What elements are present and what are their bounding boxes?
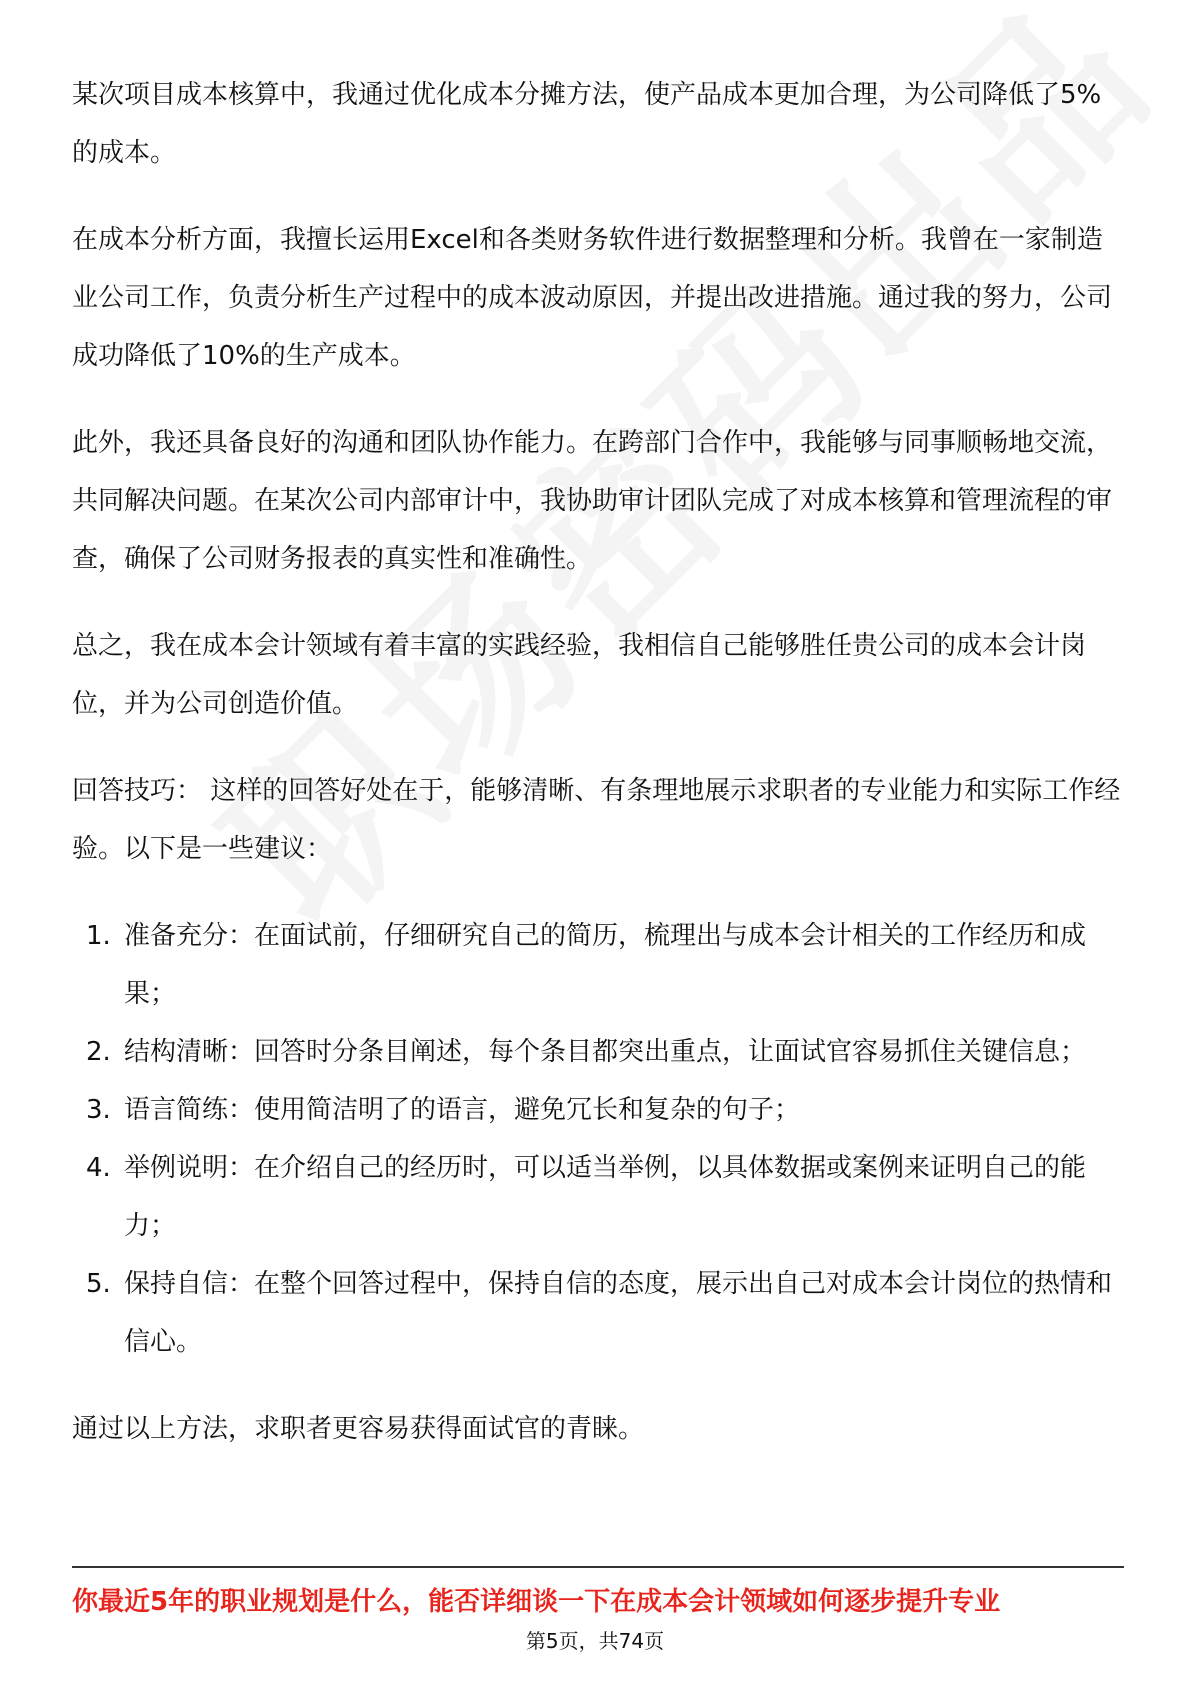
next-question-heading: 你最近5年的职业规划是什么，能否详细谈一下在成本会计领域如何逐步提升专业 — [72, 1587, 1001, 1617]
list-item — [72, 1139, 1124, 1255]
paragraph-closing: 通过以上方法，求职者更容易获得面试官的青睐。 — [72, 1414, 645, 1444]
list-text: 语言简练：使用简洁明了的语言，避免冗长和复杂的句子； — [124, 1095, 801, 1125]
list-item — [72, 1081, 1124, 1139]
list-number: 5. — [86, 1269, 111, 1299]
tips-list — [72, 907, 1124, 1371]
page-number: 第5页，共74页 — [525, 1629, 665, 1653]
list-number: 2. — [86, 1037, 111, 1067]
page-content — [72, 66, 1124, 1487]
list-item — [72, 1023, 1124, 1081]
paragraph-teamwork: 此外，我还具备良好的沟通和团队协作能力。在跨部门合作中，我能够与同事顺畅地交流，共同解决问题。在某次公司内部审计中，我协助审计团队完成了对成本核算和管理流程的审查，确保了公司财务报表的真实性和准确性。 — [72, 428, 1113, 574]
list-text: 准备充分：在面试前，仔细研究自己的简历，梳理出与成本会计相关的工作经历和成果； — [124, 921, 1087, 1009]
paragraph-cost-analysis: 在成本分析方面，我擅长运用Excel和各类财务软件进行数据整理和分析。我曾在一家制造业公司工作，负责分析生产过程中的成本波动原因，并提出改进措施。通过我的努力，公司成功降低了10%的生产成本。 — [72, 225, 1113, 371]
divider — [72, 1566, 1124, 1568]
list-item — [72, 907, 1124, 1023]
paragraph-answer-tips: 回答技巧： 这样的回答好处在于，能够清晰、有条理地展示求职者的专业能力和实际工作经验。以下是一些建议： — [72, 776, 1121, 864]
list-text: 举例说明：在介绍自己的经历时，可以适当举例，以具体数据或案例来证明自己的能力； — [124, 1153, 1087, 1241]
list-number: 4. — [86, 1153, 111, 1183]
paragraph-cost-allocation: 某次项目成本核算中，我通过优化成本分摊方法，使产品成本更加合理，为公司降低了5%的成本。 — [72, 80, 1102, 168]
list-number: 1. — [86, 921, 111, 951]
list-text: 结构清晰：回答时分条目阐述，每个条目都突出重点，让面试官容易抓住关键信息； — [124, 1037, 1087, 1067]
list-item — [72, 1255, 1124, 1371]
list-text: 保持自信：在整个回答过程中，保持自信的态度，展示出自己对成本会计岗位的热情和信心。 — [124, 1269, 1113, 1357]
list-number: 3. — [86, 1095, 111, 1125]
paragraph-summary: 总之，我在成本会计领域有着丰富的实践经验，我相信自己能够胜任贵公司的成本会计岗位，并为公司创造价值。 — [72, 631, 1087, 719]
